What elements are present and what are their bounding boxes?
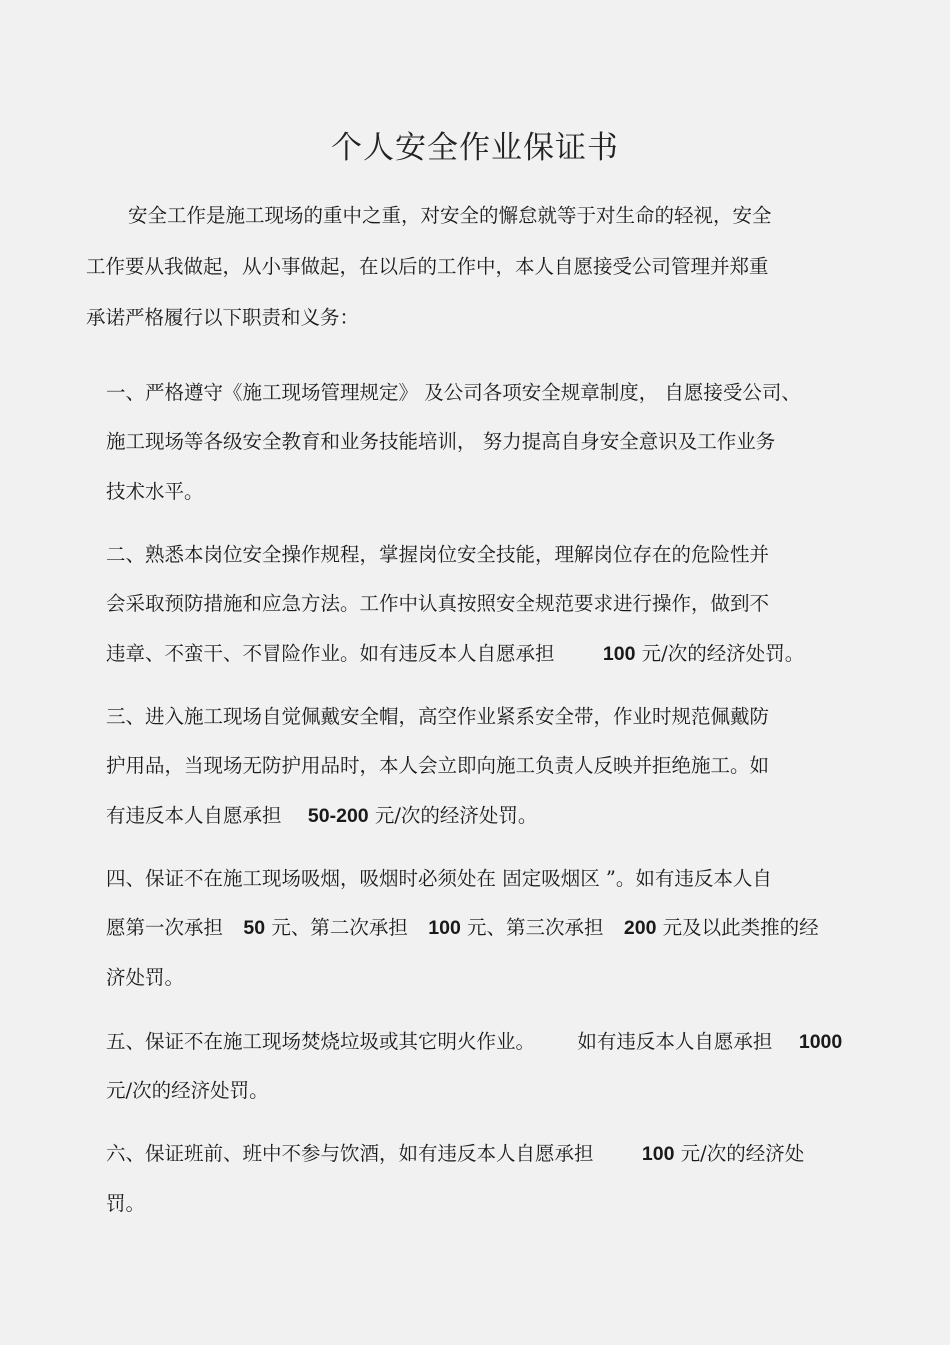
item-3-line-1: 三、进入施工现场自觉佩戴安全帽，高空作业紧系安全带，作业时规范佩戴防 bbox=[106, 705, 770, 728]
item-2-line-3-suffix: 元/次的经济处罚。 bbox=[641, 642, 805, 665]
item-4-line-1: 四、保证不在施工现场吸烟，吸烟时必须处在 固定吸烟区 ”。如有违反本人自 bbox=[106, 867, 772, 890]
document-title: 个人安全作业保证书 bbox=[331, 130, 619, 166]
item-3-line-3-text: 有违反本人自愿承担 bbox=[106, 804, 282, 827]
penalty-amount: 1000 bbox=[798, 1031, 843, 1053]
penalty-amount: 100 bbox=[602, 643, 636, 665]
item-6-line-2: 罚。 bbox=[106, 1192, 146, 1215]
item-1-line-2: 施工现场等各级安全教育和业务技能培训， 努力提高自身安全意识及工作业务 bbox=[106, 430, 776, 453]
penalty-amount: 50-200 bbox=[307, 805, 369, 827]
intro-line-1: 安全工作是施工现场的重中之重，对安全的懈怠就等于对生命的轻视，安全 bbox=[128, 204, 772, 227]
item-1-line-1: 一、严格遵守《施工现场管理规定》 及公司各项安全规章制度， 自愿接受公司、 bbox=[106, 381, 801, 404]
item-4-line-2-text-a: 愿第一次承担 bbox=[106, 916, 224, 939]
item-6-line-1-text-b: 元/次的经济处 bbox=[680, 1142, 805, 1165]
item-2-line-2: 会采取预防措施和应急方法。工作中认真按照安全规范要求进行操作，做到不 bbox=[106, 592, 770, 615]
item-2-line-3-text: 违章、不蛮干、不冒险作业。如有违反本人自愿承担 bbox=[106, 642, 555, 665]
item-3-line-2: 护用品，当现场无防护用品时，本人会立即向施工负责人反映并拒绝施工。如 bbox=[106, 754, 770, 777]
item-3-line-3 bbox=[106, 804, 537, 828]
intro-line-2: 工作要从我做起，从小事做起，在以后的工作中，本人自愿接受公司管理并郑重 bbox=[86, 255, 769, 278]
penalty-amount: 100 bbox=[641, 1143, 675, 1165]
intro-line-3: 承诺严格履行以下职责和义务： bbox=[86, 306, 360, 329]
item-3-line-3-suffix: 元/次的经济处罚。 bbox=[374, 804, 538, 827]
item-4-line-2-text-c: 元、第三次承担 bbox=[467, 916, 604, 939]
item-1-line-3: 技术水平。 bbox=[106, 480, 204, 503]
item-4-line-2-text-b: 元、第二次承担 bbox=[271, 916, 408, 939]
item-6-line-1-text-a: 六、保证班前、班中不参与饮酒，如有违反本人自愿承担 bbox=[106, 1142, 594, 1165]
penalty-amount-third: 200 bbox=[623, 917, 657, 939]
item-2-line-3 bbox=[106, 642, 804, 666]
penalty-amount-second: 100 bbox=[428, 917, 461, 939]
item-6-line-1 bbox=[106, 1142, 804, 1166]
item-5-line-1-text-a: 五、保证不在施工现场焚烧垃圾或其它明火作业。 bbox=[106, 1030, 536, 1053]
item-4-line-3: 济处罚。 bbox=[106, 966, 185, 989]
item-5-line-1-text-b: 如有违反本人自愿承担 bbox=[577, 1030, 773, 1053]
penalty-amount-first: 50 bbox=[243, 917, 266, 939]
item-5-line-2: 元/次的经济处罚。 bbox=[106, 1079, 269, 1102]
item-5-line-1 bbox=[106, 1030, 842, 1054]
item-2-line-1: 二、熟悉本岗位安全操作规程，掌握岗位安全技能，理解岗位存在的危险性并 bbox=[106, 543, 770, 566]
item-4-line-2-text-d: 元及以此类推的经 bbox=[662, 916, 819, 939]
item-4-line-2 bbox=[106, 916, 819, 940]
